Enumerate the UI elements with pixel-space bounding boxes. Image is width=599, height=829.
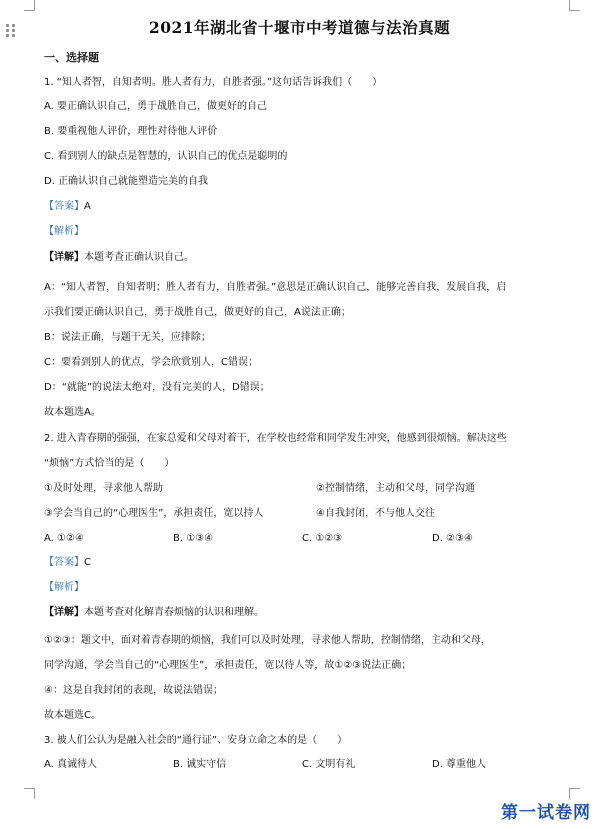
question-1-detail	[44, 251, 194, 265]
question-1-explanation-line: B：说法正确，与题干无关，应排除；	[44, 332, 211, 343]
page-title: 2021年湖北省十堰市中考道德与法治真题	[148, 18, 451, 37]
question-2-stem: 2. 进入青春期的强强，在家总爱和父母对着干，在学校也经常和同学发生冲突，他感到很烦恼。解决这些	[44, 433, 507, 444]
page-corner-mark	[24, 788, 35, 799]
question-3-option-a: A. 真诚待人	[44, 759, 98, 770]
question-1-explanation-line: 示我们要正确认识自己，勇于战胜自己，做更好的自己，A说法正确；	[44, 307, 351, 318]
detail-tag: 【详解】	[44, 607, 84, 618]
page-corner-mark	[569, 0, 580, 11]
section-heading: 一、选择题	[44, 51, 99, 64]
question-1-option-c: C. 看到别人的缺点是智慧的，认识自己的优点是聪明的	[44, 151, 288, 162]
question-2-explanation-line: ④：这是自我封闭的表现，故说法错误；	[44, 685, 223, 696]
answer-tag: 【答案】	[44, 201, 84, 212]
question-2-item: ②控制情绪，主动和父母，同学沟通	[316, 483, 475, 494]
question-3-option-b: B. 诚实守信	[173, 759, 227, 770]
question-2-option-c: C. ①②③	[302, 533, 343, 544]
detail-text: 本题考查正确认识自己。	[84, 252, 194, 263]
question-2-item: ④自我封闭，不与他人交往	[316, 508, 435, 519]
question-1-explanation-line: C：要看到别人的优点，学会欣赏别人，C错误；	[44, 357, 258, 368]
question-1-answer	[44, 200, 91, 214]
watermark-logo: 第一试卷网	[501, 803, 591, 823]
detail-tag: 【详解】	[44, 252, 84, 263]
question-1-stem: 1. “知人者智，自知者明。胜人者有力，自胜者强。”这句话告诉我们（ ）	[44, 77, 383, 88]
question-2-answer	[44, 556, 91, 570]
question-2-option-b: B. ①③④	[173, 533, 214, 544]
question-2-item: ③学会当自己的“心理医生”，承担责任，宽以持人	[44, 508, 264, 519]
answer-tag: 【答案】	[44, 557, 84, 568]
question-1-conclusion: 故本题选A。	[44, 407, 101, 418]
question-1-explanation-line: A：“知人者智，自知者明；胜人者有力，自胜者强。”意思是正确认识自己，能够完善自我，发展自我，启	[44, 282, 507, 293]
question-2-option-d: D. ②③④	[432, 533, 473, 544]
question-3-option-c: C. 文明有礼	[302, 759, 356, 770]
question-1-option-b: B. 要重视他人评价，理性对待他人评价	[44, 126, 218, 137]
question-3-stem: 3. 被人们公认为是融入社会的“通行证”、安身立命之本的是（ ）	[44, 735, 348, 746]
question-2-conclusion: 故本题选C。	[44, 710, 101, 721]
answer-value: A	[84, 201, 91, 212]
page-corner-mark	[24, 0, 35, 11]
question-3-option-d: D. 尊重他人	[432, 759, 487, 770]
question-2-explanation-line: 同学沟通，学会当自己的“心理医生”，承担责任，宽以待人等，故①②③说法正确；	[44, 660, 412, 671]
question-2-analysis-tag: 【解析】	[44, 582, 84, 593]
question-1-option-d: D. 正确认识自己就能塑造完美的自我	[44, 176, 209, 187]
question-1-explanation-line: D：“就能”的说法太绝对，没有完美的人，D错误；	[44, 382, 270, 393]
question-2-stem: “烦恼”方式恰当的是（ ）	[44, 458, 175, 469]
detail-text: 本题考查对化解青春烦恼的认识和理解。	[84, 607, 264, 618]
question-2-explanation-line: ①②③：题文中，面对着青春期的烦恼，我们可以及时处理，寻求他人帮助，控制情绪，主动和父母，	[44, 635, 491, 646]
question-1-analysis-tag: 【解析】	[44, 226, 84, 237]
answer-value: C	[84, 557, 91, 568]
question-2-item: ①及时处理，寻求他人帮助	[44, 483, 163, 494]
question-2-detail	[44, 606, 264, 620]
question-1-option-a: A. 要正确认识自己，勇于战胜自己，做更好的自己	[44, 101, 268, 112]
question-2-option-a: A. ①②④	[44, 533, 84, 544]
